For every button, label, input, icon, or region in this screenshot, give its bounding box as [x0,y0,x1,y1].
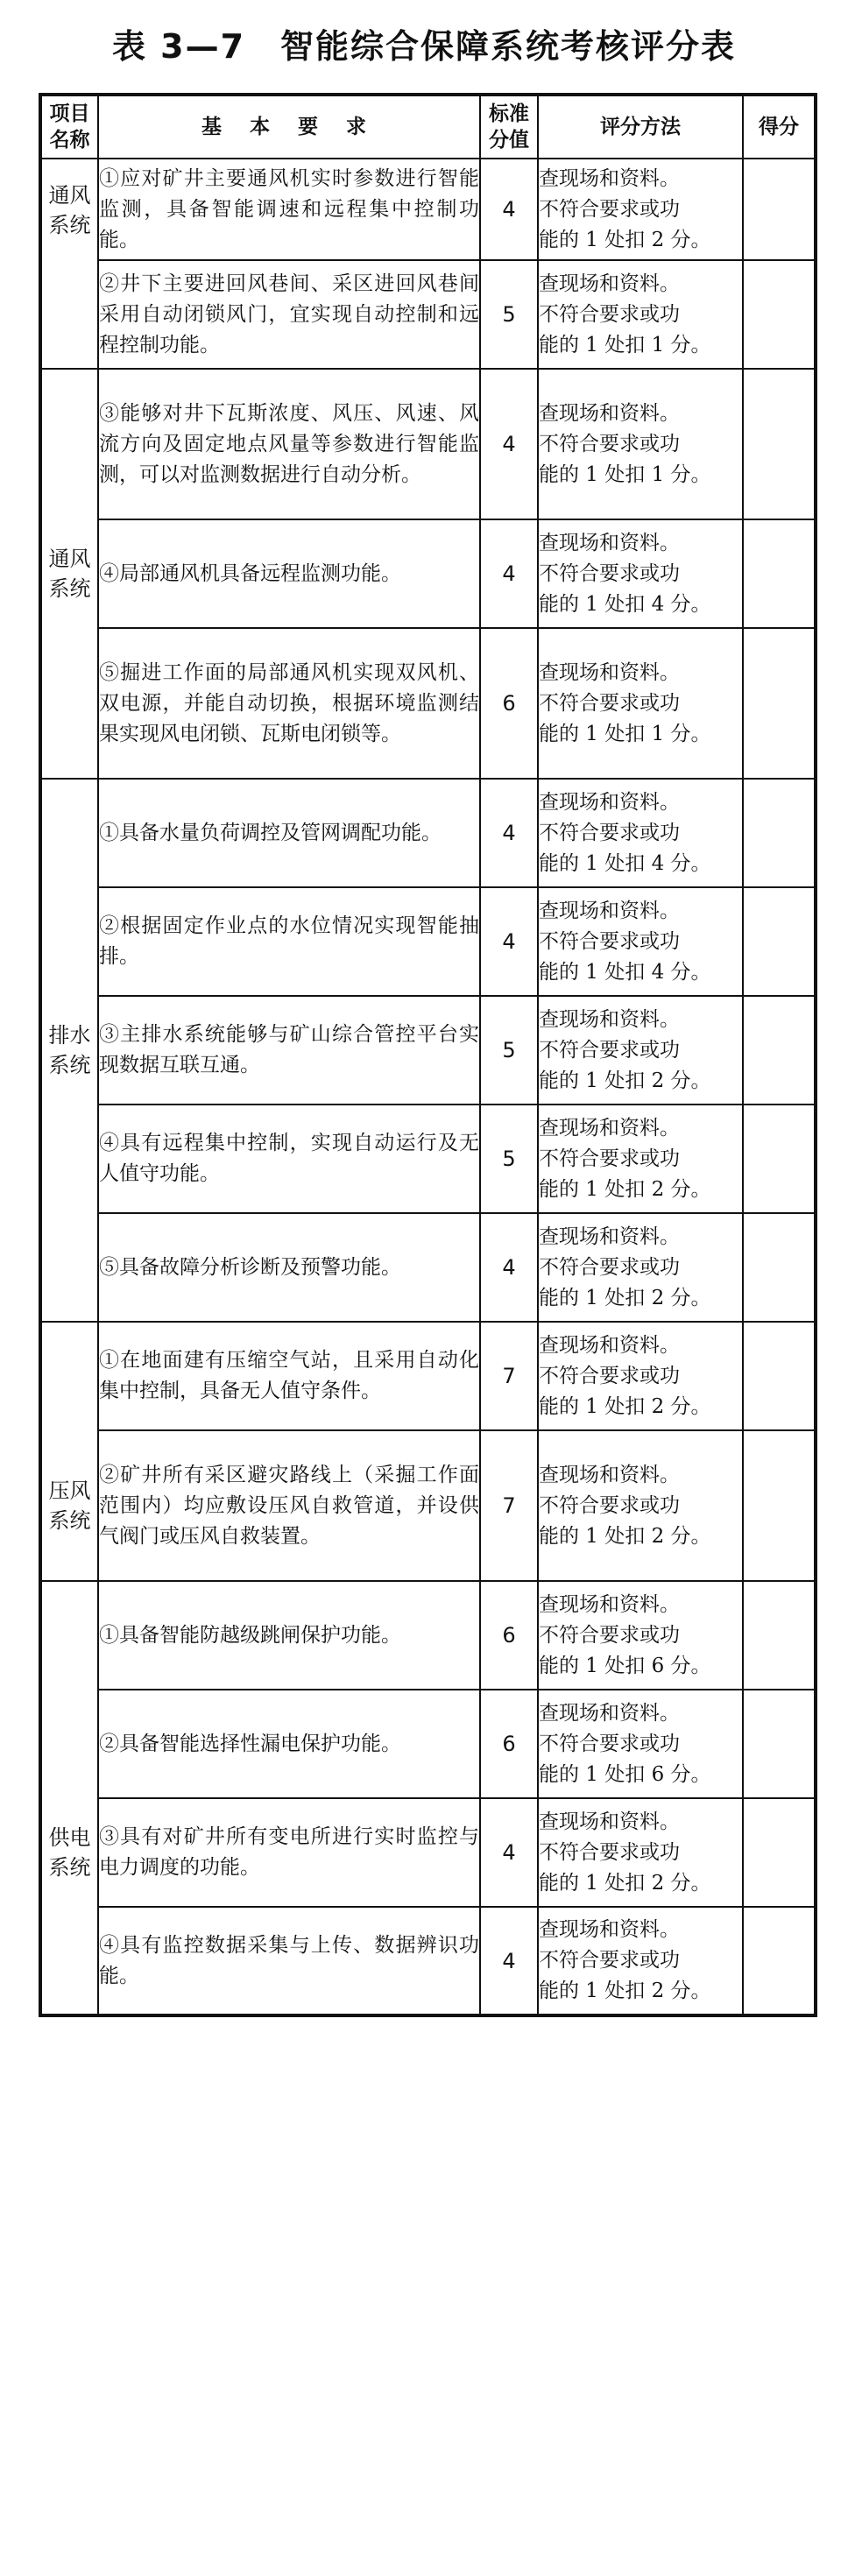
scoring-method-cell [538,519,743,628]
scoring-method-line: 查现场和资料。 [539,1224,680,1248]
standard-score-cell: 4 [480,887,538,996]
scoring-method-line: 查现场和资料。 [539,1592,680,1616]
scoring-method-line: 不符合要求或功 [539,1038,680,1062]
scoring-method-line: 查现场和资料。 [539,272,680,295]
scoring-method-line: 不符合要求或功 [539,1840,680,1864]
scoring-method-line: 不符合要求或功 [539,1255,680,1279]
scoring-method-line: 能的 1 处扣 2 分。 [539,1177,711,1201]
scoring-method-cell [538,1798,743,1907]
requirement-cell: ③能够对井下瓦斯浓度、风压、风速、风流方向及固定地点风量等参数进行智能监测，可以对监测数据进行自动分析。 [98,369,480,519]
score-cell[interactable] [743,996,816,1105]
scoring-method-line: 能的 1 处扣 4 分。 [539,960,711,984]
scoring-method-line: 不符合要求或功 [539,302,680,326]
scoring-method-line: 查现场和资料。 [539,531,680,554]
table-row [40,1581,816,1690]
table-row [40,1690,816,1798]
item-name-cell [40,1798,98,1907]
scoring-method-line: 能的 1 处扣 2 分。 [539,228,711,251]
scoring-method-line: 查现场和资料。 [539,1918,680,1941]
item-name-text: 系统 [48,576,91,601]
header-standard-score: 标准 分值 [480,95,538,159]
header-basic-requirement: 基 本 要 求 [98,95,480,159]
scoring-method-cell [538,1430,743,1581]
scoring-method-line: 查现场和资料。 [539,1116,680,1140]
item-name-text: 排水 [48,1023,91,1048]
scoring-method-cell [538,260,743,369]
scoring-method-line: 不符合要求或功 [539,821,680,844]
scoring-method-line: 能的 1 处扣 4 分。 [539,851,711,875]
scoring-method-line: 查现场和资料。 [539,1701,680,1725]
standard-score-cell: 4 [480,369,538,519]
scoring-method-line: 不符合要求或功 [539,561,680,585]
table-row [40,159,816,260]
requirement-cell: ⑤具备故障分析诊断及预警功能。 [98,1213,480,1322]
standard-score-cell: 5 [480,996,538,1105]
scoring-method-cell [538,996,743,1105]
item-name-cell [40,628,98,779]
item-name-cell [40,369,98,519]
scoring-method-cell [538,779,743,887]
scoring-method-line: 能的 1 处扣 2 分。 [539,1394,711,1418]
requirement-cell: ④具有监控数据采集与上传、数据辨识功能。 [98,1907,480,2015]
standard-score-cell: 4 [480,1213,538,1322]
requirement-cell: ①具备智能防越级跳闸保护功能。 [98,1581,480,1690]
score-cell[interactable] [743,1581,816,1690]
scoring-method-line: 查现场和资料。 [539,790,680,814]
item-name-text: 系统 [48,212,91,237]
item-name-cell [40,1322,98,1430]
item-name-cell [40,996,98,1105]
scoring-method-line: 查现场和资料。 [539,166,680,190]
standard-score-cell: 4 [480,1798,538,1907]
table-row [40,260,816,369]
scoring-method-line: 能的 1 处扣 6 分。 [539,1654,711,1677]
item-name-cell [40,1105,98,1213]
scoring-method-line: 能的 1 处扣 2 分。 [539,1069,711,1092]
score-cell[interactable] [743,1430,816,1581]
item-name-text: 压风 [48,1478,91,1503]
score-cell[interactable] [743,260,816,369]
standard-score-cell: 5 [480,1105,538,1213]
item-name-text: 通风 [48,547,91,571]
scoring-table [39,93,817,2017]
scoring-method-cell [538,887,743,996]
item-name-cell [40,260,98,369]
item-name-text: 通风 [48,182,91,208]
standard-score-cell: 6 [480,1581,538,1690]
standard-score-cell: 4 [480,1907,538,2015]
standard-score-cell: 7 [480,1430,538,1581]
scoring-method-line: 能的 1 处扣 2 分。 [539,1286,711,1309]
table-row [40,519,816,628]
requirement-cell: ①具备水量负荷调控及管网调配功能。 [98,779,480,887]
score-cell[interactable] [743,1907,816,2015]
scoring-method-cell [538,369,743,519]
requirement-cell: ③具有对矿井所有变电所进行实时监控与电力调度的功能。 [98,1798,480,1907]
score-cell[interactable] [743,159,816,260]
item-name-cell [40,1690,98,1798]
scoring-method-cell [538,1105,743,1213]
scoring-method-cell [538,1907,743,2015]
standard-score-cell: 6 [480,1690,538,1798]
standard-score-cell: 4 [480,519,538,628]
item-name-cell [40,779,98,887]
requirement-cell: ③主排水系统能够与矿山综合管控平台实现数据互联互通。 [98,996,480,1105]
item-name-text: 系统 [48,1507,91,1533]
item-name-cell [40,1213,98,1322]
item-name-cell [40,1430,98,1581]
header-row [40,95,816,159]
score-cell[interactable] [743,1798,816,1907]
table-row [40,1105,816,1213]
scoring-method-line: 能的 1 处扣 2 分。 [539,1524,711,1548]
scoring-method-line: 查现场和资料。 [539,1333,680,1357]
score-cell[interactable] [743,1105,816,1213]
scoring-method-line: 能的 1 处扣 6 分。 [539,1762,711,1786]
table-row [40,779,816,887]
score-cell[interactable] [743,887,816,996]
scoring-method-line: 不符合要求或功 [539,1147,680,1170]
scoring-method-line: 查现场和资料。 [539,899,680,922]
scoring-method-line: 不符合要求或功 [539,929,680,953]
item-name-cell [40,159,98,260]
table-row [40,996,816,1105]
scoring-method-line: 不符合要求或功 [539,1949,680,1972]
scoring-method-line: 不符合要求或功 [539,1493,680,1517]
score-cell[interactable] [743,1213,816,1322]
requirement-cell: ⑤掘进工作面的局部通风机实现双风机、双电源，并能自动切换，根据环境监测结果实现风电闭锁、瓦斯电闭锁等。 [98,628,480,779]
item-name-text: 系统 [48,1855,91,1880]
scoring-method-line: 能的 1 处扣 2 分。 [539,1980,711,2002]
score-cell[interactable] [743,1322,816,1430]
scoring-method-cell [538,1322,743,1430]
score-cell[interactable] [743,1690,816,1798]
scoring-method-cell [538,628,743,779]
page-title: 表 3—7 智能综合保障系统考核评分表 [111,27,737,66]
standard-score-cell: 4 [480,159,538,260]
table-row [40,887,816,996]
scoring-method-line: 查现场和资料。 [539,401,680,425]
scoring-method-cell [538,1581,743,1690]
score-cell[interactable] [743,519,816,628]
item-name-cell [40,1581,98,1690]
scoring-method-line: 不符合要求或功 [539,691,680,715]
standard-score-cell: 5 [480,260,538,369]
table-row [40,1798,816,1907]
requirement-cell: ④局部通风机具备远程监测功能。 [98,519,480,628]
standard-score-cell: 7 [480,1322,538,1430]
scoring-method-line: 不符合要求或功 [539,432,680,455]
standard-score-cell: 6 [480,628,538,779]
scoring-method-line: 能的 1 处扣 1 分。 [539,462,711,486]
score-cell[interactable] [743,779,816,887]
standard-score-cell: 4 [480,779,538,887]
scoring-method-line: 能的 1 处扣 4 分。 [539,592,711,616]
scoring-method-line: 能的 1 处扣 2 分。 [539,1871,711,1895]
table-row [40,369,816,519]
scoring-method-line: 不符合要求或功 [539,1732,680,1755]
item-name-text: 系统 [48,1053,91,1077]
scoring-method-line: 能的 1 处扣 1 分。 [539,333,711,356]
table-row [40,628,816,779]
item-name-cell [40,1907,98,2015]
scoring-method-line: 查现场和资料。 [539,1463,680,1486]
scoring-method-line: 查现场和资料。 [539,1007,680,1031]
scoring-method-line: 不符合要求或功 [539,1623,680,1647]
table-row [40,1213,816,1322]
table-row [40,1322,816,1430]
scoring-method-line: 不符合要求或功 [539,1364,680,1387]
item-name-cell [40,887,98,996]
requirement-cell: ①应对矿井主要通风机实时参数进行智能监测，具备智能调速和远程集中控制功能。 [98,159,480,260]
header-item-name: 项目 名称 [40,95,98,159]
scoring-method-cell [538,1213,743,1322]
score-cell[interactable] [743,628,816,779]
item-name-text: 供电 [48,1825,91,1850]
table-body [40,159,816,2015]
scoring-method-line: 不符合要求或功 [539,197,680,221]
item-name-cell [40,519,98,628]
scoring-method-line: 查现场和资料。 [539,660,680,684]
score-cell[interactable] [743,369,816,519]
requirement-cell: ①在地面建有压缩空气站，且采用自动化集中控制，具备无人值守条件。 [98,1322,480,1430]
header-scoring-method: 评分方法 [538,95,743,159]
requirement-cell: ②井下主要进回风巷间、采区进回风巷间采用自动闭锁风门，宜实现自动控制和远程控制功能。 [98,260,480,369]
scoring-method-line: 查现场和资料。 [539,1810,680,1833]
scoring-method-cell [538,1690,743,1798]
requirement-cell: ②具备智能选择性漏电保护功能。 [98,1690,480,1798]
scoring-method-line: 能的 1 处扣 1 分。 [539,722,711,745]
table-row [40,1907,816,2015]
header-score: 得分 [743,95,816,159]
requirement-cell: ④具有远程集中控制，实现自动运行及无人值守功能。 [98,1105,480,1213]
requirement-cell: ②根据固定作业点的水位情况实现智能抽排。 [98,887,480,996]
scoring-method-cell [538,159,743,260]
requirement-cell: ②矿井所有采区避灾路线上（采掘工作面范围内）均应敷设压风自救管道，并设供气阀门或压风自救装置。 [98,1430,480,1581]
table-row [40,1430,816,1581]
